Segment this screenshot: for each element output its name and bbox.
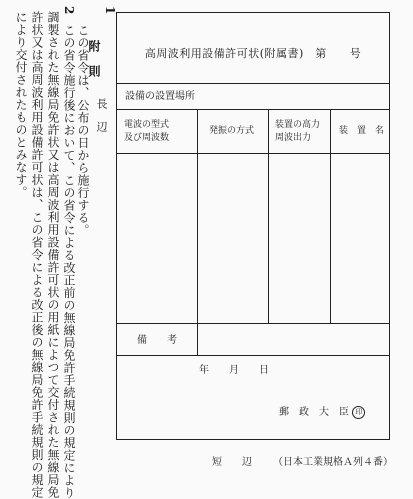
item2-number: 2 — [62, 6, 76, 15]
seal-mark: 印 — [352, 406, 365, 419]
col-device-name: 装 置 名 — [339, 126, 385, 136]
col-output-line2: 周波出力 — [275, 133, 312, 143]
divider — [117, 153, 389, 154]
divider — [117, 109, 389, 110]
col-radio-type-line1: 電波の型式 — [124, 120, 170, 130]
item1-number: 1 — [103, 6, 117, 15]
issuer-line — [279, 406, 365, 419]
long-side-label: 長 辺 — [95, 98, 108, 133]
col-radio-type-line2: 及び周波数 — [124, 133, 170, 143]
remarks-label: 備 考 — [137, 335, 177, 346]
form-title: 高周波利用設備許可状(附属書) 第 号 — [144, 47, 362, 60]
column-divider — [268, 109, 269, 323]
divider — [117, 323, 389, 324]
issuer-name: 郵 政 大 臣 — [279, 407, 349, 418]
item2-line3: 許状又は高周波利用設備許可状は、この省令による改正後の無線局免許手続規則の規定 — [30, 11, 44, 499]
divider — [117, 83, 389, 84]
column-divider — [197, 109, 198, 323]
item2-line1: この省令施行後において、この省令による改正前の無線局免許手続規則の規定により — [62, 24, 76, 499]
permit-form — [116, 12, 390, 440]
location-label: 設備の設置場所 — [125, 91, 195, 102]
column-divider — [197, 323, 198, 355]
short-side-label: 短 辺 — [212, 457, 252, 468]
divider — [117, 355, 389, 356]
col-oscillation: 発振の方式 — [209, 126, 255, 136]
date-label: 年 月 日 — [199, 365, 269, 376]
column-divider — [330, 109, 331, 323]
supplementary-heading: 附 則 — [87, 40, 101, 78]
item1-text: この省令は、公布の日から施行する。 — [76, 24, 90, 237]
col-output-line1: 装置の高力 — [275, 120, 321, 130]
paper-standard: （日本工業規格Ａ列４番） — [273, 457, 393, 468]
item2-line4: により交付されたものとみなす。 — [14, 11, 28, 199]
item2-line2: 調製された無線局免許状又は高周波利用設備許可状の用紙によつて交付された無線局免 — [46, 11, 60, 499]
